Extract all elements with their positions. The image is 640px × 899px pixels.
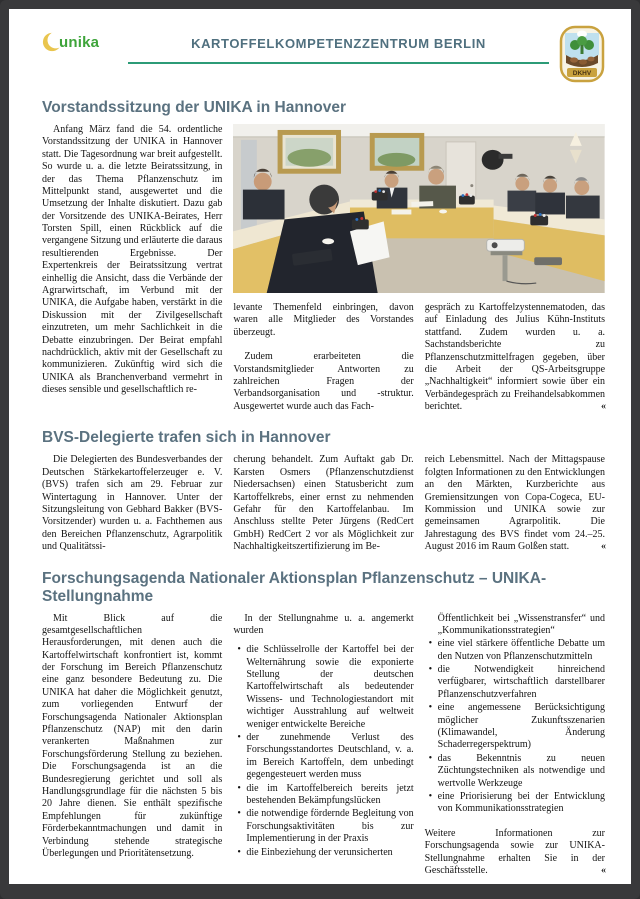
article-2-col3-body: reich Lebensmittel. Nach der Mittagspause folgten Informationen zu den Entwicklungen an den Märkten, Kurzberichte aus Gremiensitzungen von Copa-Cogeca, EU-Kommission und UNIKA sowie zur gemeinsamen Agrarpolitik. Die Jahrestagung des BVS findet vom 24.–25. August 2016 im Raum Golßen statt.	[424, 454, 605, 553]
article-1-col-3	[425, 302, 605, 414]
article-3-col2-bullet-list	[233, 644, 413, 859]
article-2-col3-text	[425, 454, 605, 553]
article-2-title: BVS-Delegierte trafen sich in Hannover	[42, 429, 331, 447]
bullet-item: • die Schlüsselrolle der Kartoffel bei der Welternährung sowie die exponierte Stellung der deutschen Kartoffelwirtschaft als bedeutender Wissens- und Technologiestandort mit wichtiger Ausstrahlung auf weltweit weniger entwickelte Bereiche	[237, 644, 413, 731]
bullet-item: • die Einbeziehung der verunsicherten	[237, 847, 413, 859]
article-3-col-1	[42, 613, 222, 878]
bullet-item: • das Bekenntnis zu neuen Züchtungstechniken als notwendige und wertvolle Werkzeuge	[429, 753, 605, 790]
article-1-title: Vorstandssitzung der UNIKA in Hannover	[42, 99, 347, 116]
article-3-col-3	[425, 613, 605, 878]
article-1-col2-paragraph-1: levante Themenfeld einbringen, davon waren alle Mitglieder des Vorstandes überzeugt.	[233, 301, 414, 338]
article-1-col1-text: Anfang März fand die 54. ordentliche Vorstandssitzung der UNIKA in Hannover statt. Die Tagesordnung war breit aufgestellt. So wurde u. a. die letzte Beiratssitzung, in der das Thema Pflanzenschutz im Mittelpunkt stand, ausgewertet und die Umsetzung der Inhalte diskutiert. Dazu gab der Vorsitzende des UNIKA-Beirates, Herr Torsten Spill, einen Rückblick auf die vergangene Sitzung und erläuterte die daraus resultierenden Ergebnisse. Der Expertenkreis der Beiratssitzung vertrat einhellig die Ansicht, dass die Verbände der Agrarwirtschaft, im Verbund mit der UNIKA, die Aufgabe haben, verstärkt in die Diskussion mit der Zivilgesellschaft einzutreten, um mehr Sachlichkeit in die Debatte einzubringen. Der Beirat empfahl nachdrücklich, aktiv mit der Gesellschaft zu kommunizieren. Zukünftig wird sich die UNIKA als Branchenverband vermehrt in dieses sensible und gesellschaftlich re-	[42, 123, 223, 396]
page-number: 62	[50, 883, 69, 899]
article-2-col-1	[42, 454, 222, 553]
article-3-title: Forschungsagenda Nationaler Aktionsplan Pflanzenschutz – UNIKA-Stellungnahme	[42, 569, 547, 605]
dkhv-crest-icon	[559, 25, 605, 83]
article-1-col-2	[233, 302, 413, 414]
article-1-col2-paragraph-2: Zudem erarbeiteten die Vorstandsmitglieder Antworten zu zahlreichen Fragen der Verbandsorganisation und -struktur. Ausgewertet wurde auch das Fach-	[233, 351, 414, 412]
bullet-item: • die notwendige fördernde Begleitung von Forschungsaktivitäten bis zur Implementierung in der Praxis	[237, 808, 413, 845]
article-forschungsagenda	[42, 570, 605, 878]
article-3-col3-outro	[425, 828, 605, 878]
article-1-end-mark: «	[601, 401, 606, 413]
article-3-col3-continuation: Öffentlichkeit bei „Wissenstransfer“ und „Kommunikationsstrategien“	[437, 612, 605, 636]
article-1-col3-text	[425, 302, 605, 414]
page-footer	[42, 877, 605, 899]
page-title: KARTOFFELKOMPETENZZENTRUM BERLIN	[191, 36, 486, 51]
footer-square-icon	[221, 891, 226, 896]
article-2-col2-text: cherung behandelt. Zum Auftakt gab Dr. Karsten Osmers (Pflanzenschutzdienst Niedersachsen) einen Statusbericht zum Kartoffelkrebs, einer ernst zu nehmenden Gefahr für den Kartoffelanbau. Im Anschluss stellte Peter Jürgens (RedCert GmbH) RedCert 2 vor als Möglichkeit zur Nachhaltigkeitszertifizierung im Be-	[233, 454, 414, 553]
article-2-col1-text: Die Delegierten des Bundesverbandes der Deutschen Stärkekartoffelerzeuger e. V. (BVS) trafen sich am 29. Februar zur Wintertagung in Hannover. Unter der Sitzungsleitung von Gebhard Bakker (BVS-Vorsitzender) wurden u. a. Fachthemen aus den Bereichen Pflanzenschutz, Agrarpolitik und Qualitätssi-	[42, 454, 223, 553]
article-3-outro-body: Weitere Informationen zur Forschungsagenda sowie zur UNIKA-Stellungnahme erhalten Sie in der Geschäftsstelle.	[424, 827, 605, 876]
crest-banner-label: DKHV	[572, 70, 592, 77]
bullet-item: • der zunehmende Verlust des Forschungsstandortes Deutschland, v. a. im Bereich Kartoffeln, dem unbedingt gegengesteuert werden muss	[237, 732, 413, 782]
bullet-item: • eine Priorisierung bei der Entwicklung von Kommunikationsstrategien	[429, 791, 605, 816]
unika-logo	[42, 23, 128, 53]
journal-label: Kartoffelbau 4/2016 (67. Jg.)	[101, 888, 215, 899]
article-1-col-1	[42, 124, 222, 414]
page-header	[42, 23, 605, 83]
unika-logo-text: unika	[59, 33, 100, 51]
article-vorstandssitzung	[42, 99, 605, 413]
bullet-item: • eine viel stärkere öffentliche Debatte um den Nutzen von Pflanzenschutzmitteln	[429, 638, 605, 663]
article-3-col-2	[233, 613, 413, 878]
article-bvs-delegierte	[42, 429, 605, 553]
article-2-end-mark: «	[600, 541, 605, 553]
article-3-col3-bullet-list	[425, 638, 605, 815]
meeting-room-photo	[233, 124, 605, 293]
bullet-item: • eine angemessene Berücksichtigung möglicher Zukunftsszenarien (Klimawandel, Änderung Schaderregerspektrum)	[429, 702, 605, 752]
footer-square-icon	[91, 891, 96, 896]
journal-line	[91, 888, 226, 898]
article-3-end-mark: «	[600, 864, 605, 876]
bullet-item: • die im Kartoffelbereich bereits jetzt bestehenden Bekämpfungslücken	[237, 783, 413, 808]
article-1-col3-body: gespräch zu Kartoffelzystennematoden, das auf Einladung des Julius Kühn-Instituts stattfand. Zudem wurden u. a. Sachstandsberichte zu Pflanzenschutzmittelfragen gegeben, über die Arbeit der QS-Arbeitsgruppe „Nachhaltigkeit“ informiert sowie über ein Verbändegespräch zu Freihandelsabkommen berichtet.	[424, 301, 606, 413]
article-3-col1-text: Mit Blick auf die gesamtgesellschaftlichen Herausforderungen, mit denen auch die Kartoffelwirtschaft konfrontiert ist, kommt der Forschung im Bereich Pflanzenschutz eine ganz besondere Bedeutung zu. Die UNIKA hat daher die Möglichkeit genutzt, zum vorliegenden Entwurf der Forschungsagenda Nationaler Aktionsplan Pflanzenschutz (NAP) mit den darin verankerten Maßnahmen zur Forschungsförderung Stellung zu beziehen. Die Forschungsagenda ist an die Bundesregierung gerichtet und soll als Handlungsgrundlage für die nächsten 5 bis 20 Jahre dienen. Sie enthält spezifische Empfehlungen für zukünftige Förderbekanntmachungen und damit in Verbindung stehende strategische Überlegungen und Prioritätensetzung.	[42, 612, 223, 859]
article-3-col2-intro: In der Stellungnahme u. a. angemerkt wurden	[233, 612, 414, 636]
header-rule	[128, 23, 549, 64]
bullet-item: • die Notwendigkeit hinreichend verfügbarer, wirtschaftlich darstellbarer Pflanzenschutzverfahren	[429, 664, 605, 701]
article-2-col-3	[425, 454, 605, 553]
article-2-col-2	[233, 454, 413, 553]
